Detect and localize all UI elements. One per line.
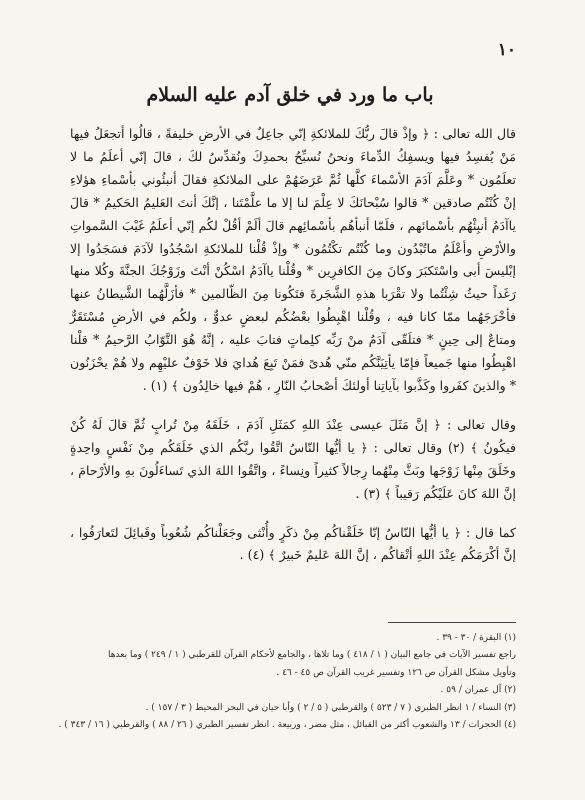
footnotes	[60, 630, 516, 734]
chapter-title: باب ما ورد في خلق آدم عليه السلام	[146, 84, 434, 106]
main-text	[70, 123, 516, 567]
footnote-1-reference: راجع تفسير الآيات في جامع البيان ( ١ / ٤١٨ ) وما تلاها ، والجامع لأحكام القرآن للقرطبي ( ١ / ٢٤٩ ) وما بعدها	[108, 650, 516, 661]
footnote-1: (١) البقرة / ٣٠ - ٣٩ .	[436, 633, 516, 643]
footnote-1-reference-continued: وتأويل مشكل القرآن ص ١٢٦ وتفسير غريب القرآن ص ٤٥ - ٤٦ .	[276, 667, 516, 678]
footnote-2: (٢) آل عمران / ٥٩ .	[440, 685, 516, 696]
page-number: ١٠	[497, 40, 516, 60]
footnote-divider	[388, 622, 516, 623]
paragraph-creation-of-adam: قال الله تعالى : ﴿ وإذْ قالَ ربُّكَ للملائكةِ إنّي جاعِلٌ في الأرضِ خليفةً ، قالُوا أتجعَلُ فيها مَنْ يُفسِدُ فيها ويسفِكُ الدِّماءَ ونحنُ نُسبِّحُ بحمدِكَ ونُقدِّسُ لكَ ، قالَ إنّي أعلَمُ ما لا تعلَمُون * وعَلَّمَ آدَمَ الأسْماءَ كلَّها ثُمَّ عَرَضَهُمْ على الملائكةِ فقالَ أنبئُوني بأسْماءِ هؤلاءِ إنْ كُنْتُم صادقين * قالوا سُبْحانَكَ لا عِلْمَ لنا إلا ما علَّمْتَنا ، إنَّكَ أنتَ العَليمُ الحَكيمُ * قالَ ياآدَمُ أنبِئْهُم بأسْمائهم ، فلَمّا أنبأهُم بأسْمائِهم قالَ ألَمْ أقُلْ لكُم إنّي أعلَمُ غَيْبَ السَّمواتِ والأرْضِ وأعْلَمُ ماتُبْدُون وما كُنْتُم تكْتُمُون * وإذْ قُلْنا للملائكةِ اسْجُدُوا لآدَمَ فسَجَدُوا إلا إبْليسَ أبى واسْتَكبَرَ وكانَ مِنَ الكافرِين * وقُلْنا ياآدَمُ اسْكُنْ أنْتَ وزَوْجُكَ الجنَّةَ وكُلا منها رَغَداً حيثُ شِئْتُما ولا تقْرَبا هذهِ الشَّجَرةَ فتَكُونا مِنَ الظّالمين * فأزَلَّهُما الشَّيطانُ عنها فأخْرَجَهُما ممّا كانا فيه ، وقُلْنا اهْبِطُوا بعْضُكُم لبعضٍ عدوٌّ ، ولكُم في الأرضِ مُسْتَقَرٌّ ومتاعٌ إلى حِينٍ * فتلَقّى آدَمُ منْ رَبِّه كلِماتٍ فتابَ عليه ، إنَّهُ هُوَ التَّوّابُ الرَّحيمُ * قلْنا اهْبِطُوا منها جَميعاً فإمّا يأتِيَنَّكُم منّي هُدىً فمَنْ تَبِعَ هُدايَ فلا خَوْفٌ عليْهِم ولا هُمْ يحْزَنُون * والذينَ كفَروا وكَذَّبوا بآياتِنا أولئكَ أصْحابُ النّارِ ، هُمْ فيها خالِدُون ﴾ (١) .	[70, 126, 516, 393]
paragraph-jesus-and-adam: وقال تعالى : ﴿ إنَّ مَثَلَ عيسى عِنْدَ اللهِ كمَثَلِ آدَمَ ، خَلَقَهُ مِنْ تُرابٍ ثُمَّ قالَ لَهُ كُنْ فيكُونُ ﴾ (٢) وقال تعالى : ﴿ يا أيُّها النّاسُ اتَّقُوا ربَّكُم الذي خَلَقَكُم مِنْ نَفْسٍ واحِدةٍ وخَلَقَ مِنْها زَوْجَها وبَثَّ مِنْهُما رِجالاً كثيراً ونِساءً ، واتَّقُوا اللهَ الذي تَساءَلُونَ بهِ والأرْحامَ ، إنَّ اللهَ كانَ عَلَيْكُم رَقيباً ﴾ (٣) .	[70, 416, 516, 501]
paragraph-nations-and-tribes: كما قال : ﴿ يا أيُّها النّاسُ إنّا خَلَقْناكُم مِنْ ذكَرٍ وأُنْثى وجَعَلْناكُم شُعُوباً وقَبائِلَ لتَعارَفُوا ، إنَّ أكْرَمَكُم عِنْدَ اللهِ أتْقاكُم ، إنَّ اللهَ عَليمٌ خَبيرٌ ﴾ (٤) .	[70, 524, 516, 563]
footnote-3: (٣) النساء / ١ انظر الطبري ( ٧ / ٥٢٣ ) والقرطبي ( ٥ / ٢ ) وأبا حيان في البحر المحيط ( ٣ / ١٥٧ ) .	[145, 702, 516, 713]
footnote-4: (٤) الحجرات / ١٣ والشعوب أكثر من القبائل ، مثل مضر ، وربيعة . انظر تفسير الطبري ( ٢٦ / ٨٨ ) والقرطبي ( ١٦ / ٣٤٣ ) .	[58, 720, 516, 731]
